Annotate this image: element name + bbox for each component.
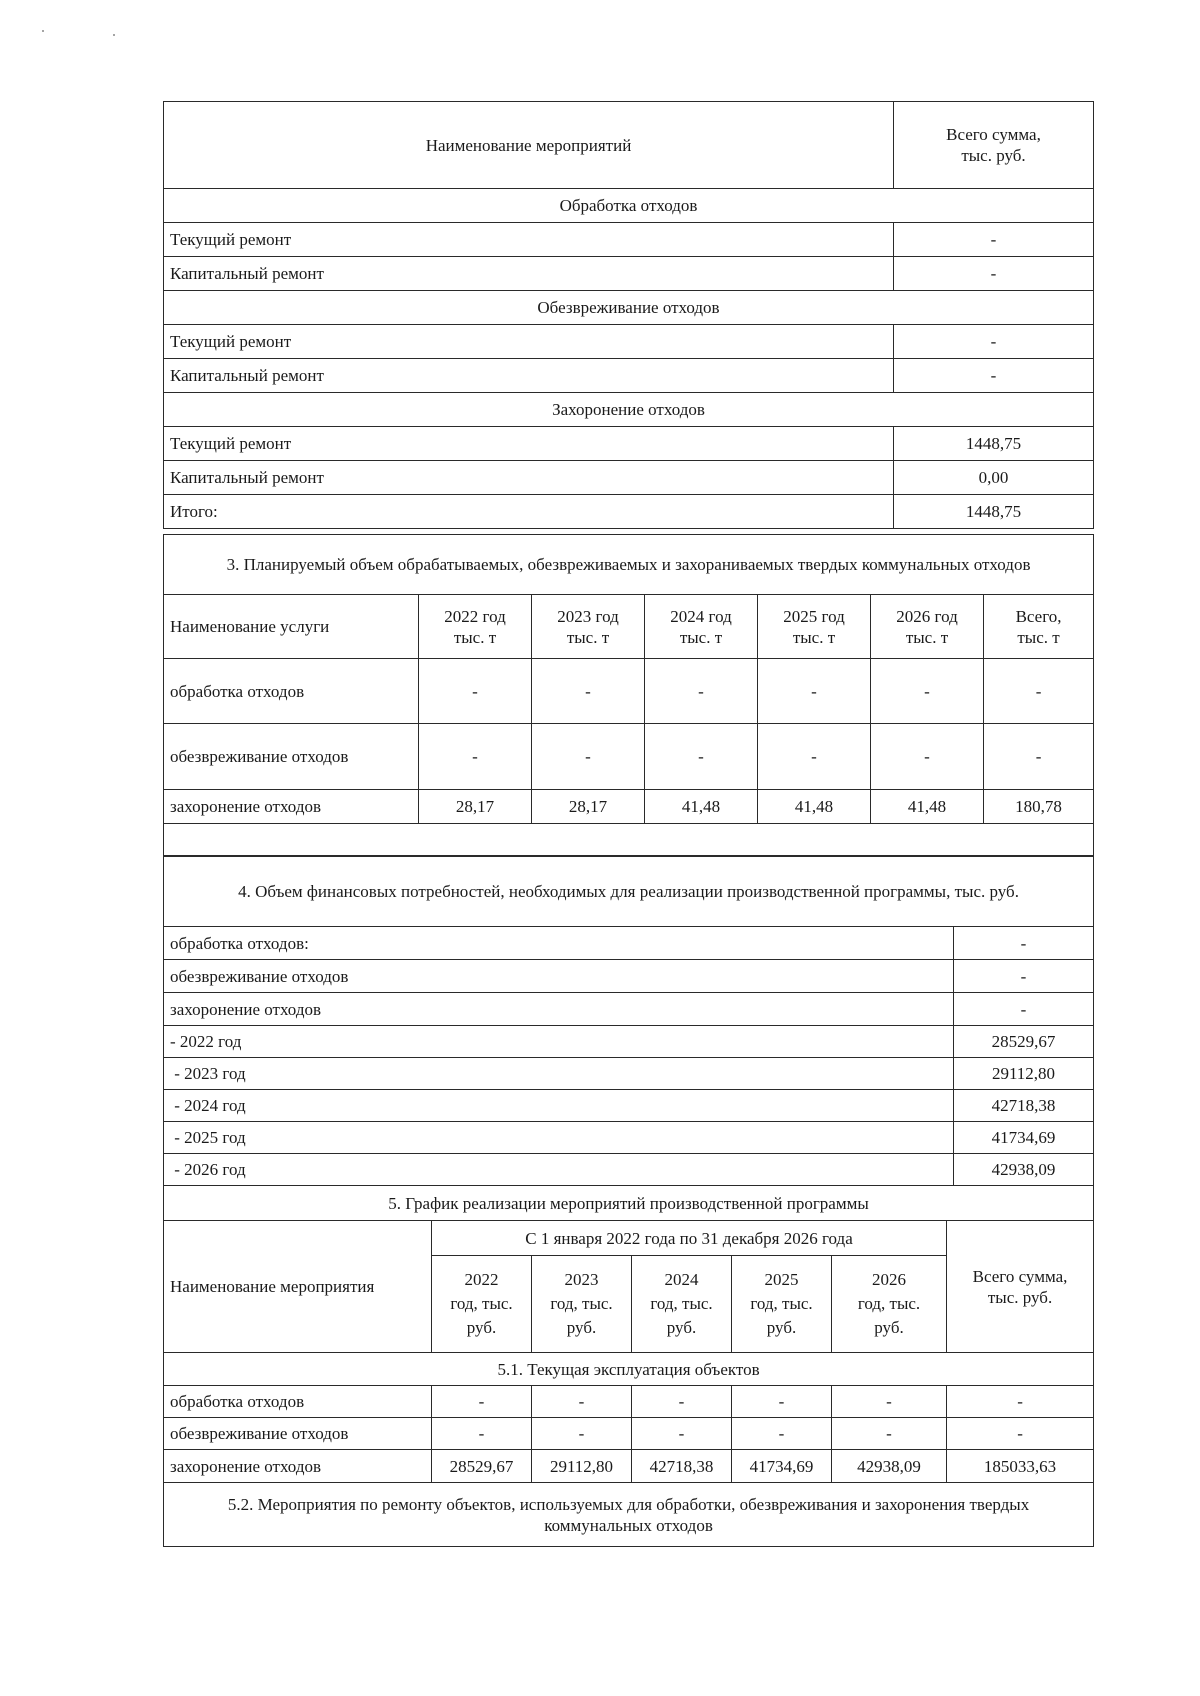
cell-value: - [645, 724, 758, 790]
row-label: Капитальный ремонт [164, 359, 894, 393]
cell-value: - [432, 1386, 532, 1418]
cell-value: - [532, 1386, 632, 1418]
row-label: обезвреживание отходов [164, 1418, 432, 1450]
row-label: обработка отходов [164, 1386, 432, 1418]
row-label: Капитальный ремонт [164, 257, 894, 291]
row-value: - [954, 960, 1094, 993]
cell-value: - [645, 659, 758, 724]
year-value: 28529,67 [954, 1026, 1094, 1058]
total-label: Итого: [164, 495, 894, 529]
row-value: - [954, 927, 1094, 960]
cell-value: - [432, 1418, 532, 1450]
cell-value: - [984, 659, 1094, 724]
section-5-title: 5. График реализации мероприятий производственной программы [164, 1186, 1094, 1221]
cell-value: 180,78 [984, 790, 1094, 824]
cell-value: 41,48 [758, 790, 871, 824]
period-header: С 1 января 2022 года по 31 декабря 2026 года [432, 1221, 947, 1256]
total-value: 1448,75 [894, 495, 1094, 529]
row-value: - [894, 359, 1094, 393]
year-label: - 2026 год [164, 1154, 954, 1186]
header-name: Наименование мероприятий [164, 102, 894, 189]
cell-value: - [732, 1386, 832, 1418]
year-header: 2025 год, тыс. руб. [732, 1256, 832, 1353]
row-label: обработка отходов [164, 659, 419, 724]
row-label: обезвреживание отходов [164, 724, 419, 790]
subsection-5-1-title: 5.1. Текущая эксплуатация объектов [164, 1353, 1094, 1386]
year-label: - 2024 год [164, 1090, 954, 1122]
row-label: обезвреживание отходов [164, 960, 954, 993]
year-header: 2022 год, тыс. руб. [432, 1256, 532, 1353]
schedule-table [163, 1185, 1093, 1547]
row-value: - [894, 223, 1094, 257]
cell-value: 42718,38 [632, 1450, 732, 1483]
col-header-total: Всего сумма, тыс. руб. [947, 1221, 1094, 1353]
row-label: Текущий ремонт [164, 223, 894, 257]
cell-value: - [532, 659, 645, 724]
cell-value: - [532, 1418, 632, 1450]
scan-speck [113, 34, 115, 36]
row-label: Капитальный ремонт [164, 461, 894, 495]
cell-value: - [984, 724, 1094, 790]
section-title: Обезвреживание отходов [164, 291, 1094, 325]
cell-value: - [632, 1386, 732, 1418]
cell-value: - [832, 1386, 947, 1418]
row-label: обработка отходов: [164, 927, 954, 960]
col-header: 2022 год тыс. т [419, 595, 532, 659]
cell-value: 28,17 [419, 790, 532, 824]
row-value: 0,00 [894, 461, 1094, 495]
col-header: 2026 год тыс. т [871, 595, 984, 659]
row-value: - [894, 257, 1094, 291]
row-label: захоронение отходов [164, 790, 419, 824]
row-label: Текущий ремонт [164, 427, 894, 461]
cell-value: 41,48 [645, 790, 758, 824]
row-label: захоронение отходов [164, 993, 954, 1026]
repair-costs-table [163, 101, 1093, 529]
cell-value: - [832, 1418, 947, 1450]
col-header: Наименование услуги [164, 595, 419, 659]
cell-value: - [758, 659, 871, 724]
row-value: - [894, 325, 1094, 359]
waste-volume-table [163, 534, 1093, 857]
scan-speck [42, 30, 44, 32]
col-header: 2024 год тыс. т [645, 595, 758, 659]
subsection-5-2-title: 5.2. Мероприятия по ремонту объектов, используемых для обработки, обезвреживания и захоронения твердых коммунальных отходов [164, 1483, 1094, 1547]
cell-value: 28,17 [532, 790, 645, 824]
year-label: - 2025 год [164, 1122, 954, 1154]
cell-value: - [947, 1418, 1094, 1450]
section-3-title: 3. Планируемый объем обрабатываемых, обезвреживаемых и захораниваемых твердых коммунальных отходов [164, 535, 1094, 595]
cell-value: 41734,69 [732, 1450, 832, 1483]
col-header-name: Наименование мероприятия [164, 1221, 432, 1353]
cell-value: 41,48 [871, 790, 984, 824]
row-value: 1448,75 [894, 427, 1094, 461]
financial-needs-table [163, 855, 1093, 1186]
col-header: 2025 год тыс. т [758, 595, 871, 659]
empty-spacer-row [164, 824, 1094, 857]
cell-value: - [758, 724, 871, 790]
year-value: 29112,80 [954, 1058, 1094, 1090]
year-value: 42938,09 [954, 1154, 1094, 1186]
section-title: Захоронение отходов [164, 393, 1094, 427]
cell-value: - [632, 1418, 732, 1450]
cell-value: - [532, 724, 645, 790]
cell-value: - [947, 1386, 1094, 1418]
cell-value: 28529,67 [432, 1450, 532, 1483]
row-label: Текущий ремонт [164, 325, 894, 359]
cell-value: - [871, 724, 984, 790]
year-label: - 2022 год [164, 1026, 954, 1058]
col-header: Всего, тыс. т [984, 595, 1094, 659]
section-title: Обработка отходов [164, 189, 1094, 223]
year-header: 2026 год, тыс. руб. [832, 1256, 947, 1353]
cell-value: - [419, 724, 532, 790]
cell-value: 42938,09 [832, 1450, 947, 1483]
row-label: захоронение отходов [164, 1450, 432, 1483]
year-header: 2023 год, тыс. руб. [532, 1256, 632, 1353]
col-header: 2023 год тыс. т [532, 595, 645, 659]
cell-value: 29112,80 [532, 1450, 632, 1483]
cell-value: - [732, 1418, 832, 1450]
year-value: 42718,38 [954, 1090, 1094, 1122]
year-value: 41734,69 [954, 1122, 1094, 1154]
section-4-title: 4. Объем финансовых потребностей, необходимых для реализации производственной программы, тыс. руб. [164, 856, 1094, 927]
cell-value: - [871, 659, 984, 724]
year-header: 2024 год, тыс. руб. [632, 1256, 732, 1353]
year-label: - 2023 год [164, 1058, 954, 1090]
cell-value: - [419, 659, 532, 724]
row-value: - [954, 993, 1094, 1026]
cell-value: 185033,63 [947, 1450, 1094, 1483]
header-total: Всего сумма, тыс. руб. [894, 102, 1094, 189]
